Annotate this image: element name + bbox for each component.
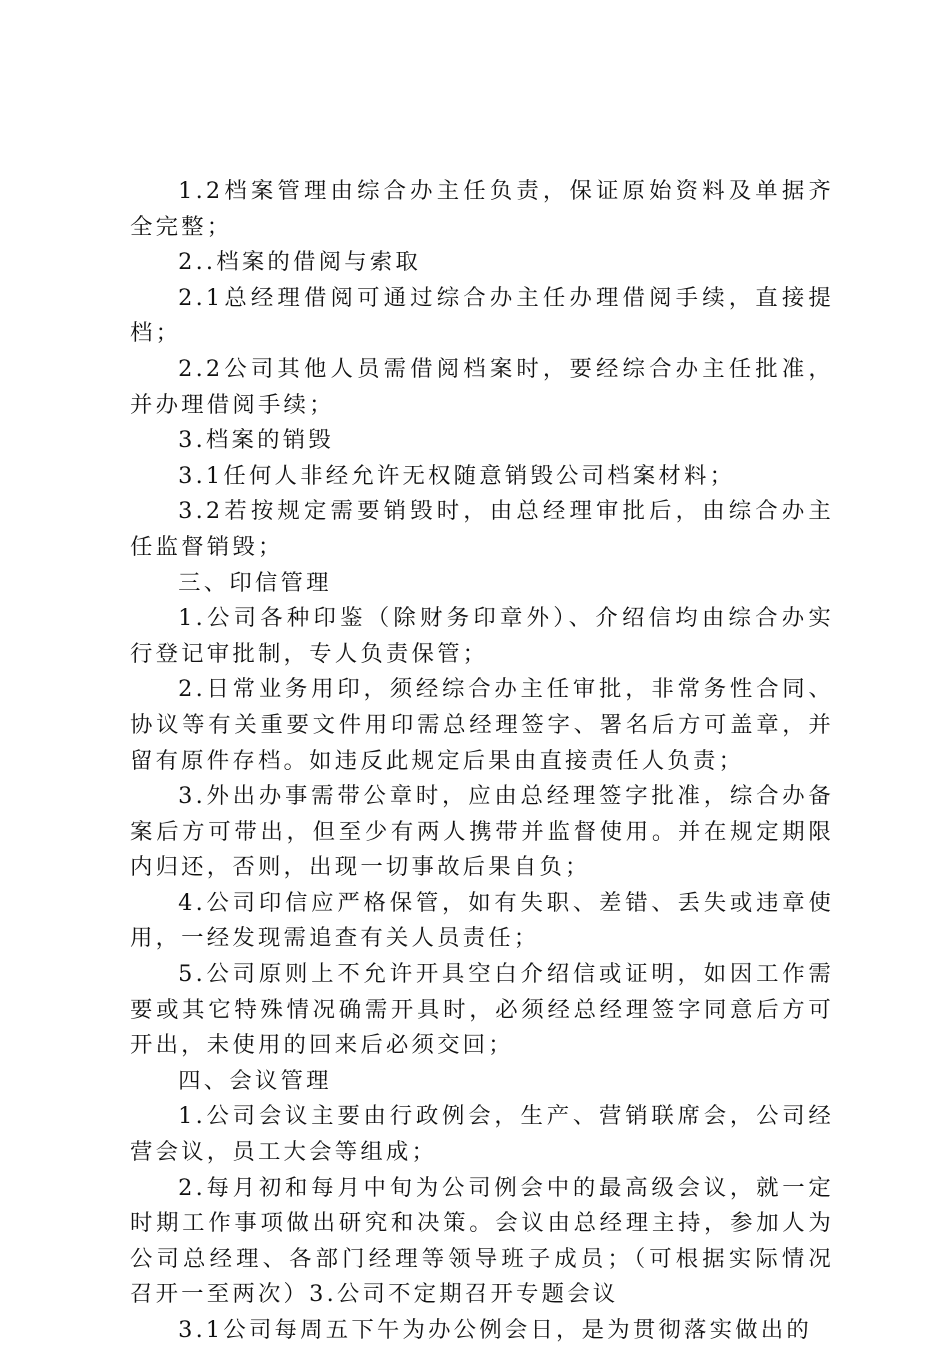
paragraph-destruction-approval: 3.2若按规定需要销毁时，由总经理审批后，由综合办主任监督销毁； xyxy=(130,498,834,560)
heading-meeting-management: 四、会议管理 xyxy=(178,1067,332,1094)
heading-archive-destruction: 3.档案的销毁 xyxy=(178,427,334,454)
document-body xyxy=(130,174,834,1349)
paragraph-seal-custody: 4.公司印信应严格保管，如有失职、差错、丢失或违章使用，一经发现需追查有关人员责任； xyxy=(130,889,834,952)
paragraph-gm-borrowing: 2.1总经理借阅可通过综合办主任办理借阅手续，直接提档； xyxy=(130,284,834,347)
heading-archive-borrowing: 2..档案的借阅与索取 xyxy=(178,249,421,276)
paragraph-no-unauthorized-destruction: 3.1任何人非经允许无权随意销毁公司档案材料； xyxy=(178,462,736,489)
paragraph-blank-letters: 5.公司原则上不允许开具空白介绍信或证明，如因工作需要或其它特殊情况确需开具时，必须经总经理签字同意后方可开出，未使用的回来后必须交回； xyxy=(130,961,834,1059)
heading-seal-management: 三、印信管理 xyxy=(178,569,332,596)
paragraph-meeting-types: 1.公司会议主要由行政例会，生产、营销联席会，公司经营会议，员工大会等组成； xyxy=(130,1103,834,1166)
paragraph-weekly-meeting: 3.1公司每周五下午为办公例会日，是为贯彻落实做出的 xyxy=(178,1317,812,1343)
paragraph-external-seal-use: 3.外出办事需带公章时，应由总经理签字批准，综合办备案后方可带出，但至少有两人携带并监督使用。并在规定期限内归还，否则，出现一切事故后果自负； xyxy=(130,783,834,881)
paragraph-monthly-meetings: 2.每月初和每月中旬为公司例会中的最高级会议，就一定时期工作事项做出研究和决策。会议由总经理主持，参加人为公司总经理、各部门经理等领导班子成员；（可根据实际情况召开一至两次）3.公司不定期召开专题会议 xyxy=(130,1174,834,1308)
paragraph-seal-registration: 1.公司各种印鉴（除财务印章外）、介绍信均由综合办实行登记审批制，专人负责保管； xyxy=(130,605,834,667)
paragraph-staff-borrowing: 2.2公司其他人员需借阅档案时，要经综合办主任批准，并办理借阅手续； xyxy=(130,355,834,418)
paragraph-daily-seal-use: 2.日常业务用印，须经综合办主任审批，非常务性合同、协议等有关重要文件用印需总经理签字、署名后方可盖章，并留有原件存档。如违反此规定后果由直接责任人负责； xyxy=(130,676,834,774)
paragraph-archive-management: 1.2档案管理由综合办主任负责，保证原始资料及单据齐全完整； xyxy=(130,178,834,240)
